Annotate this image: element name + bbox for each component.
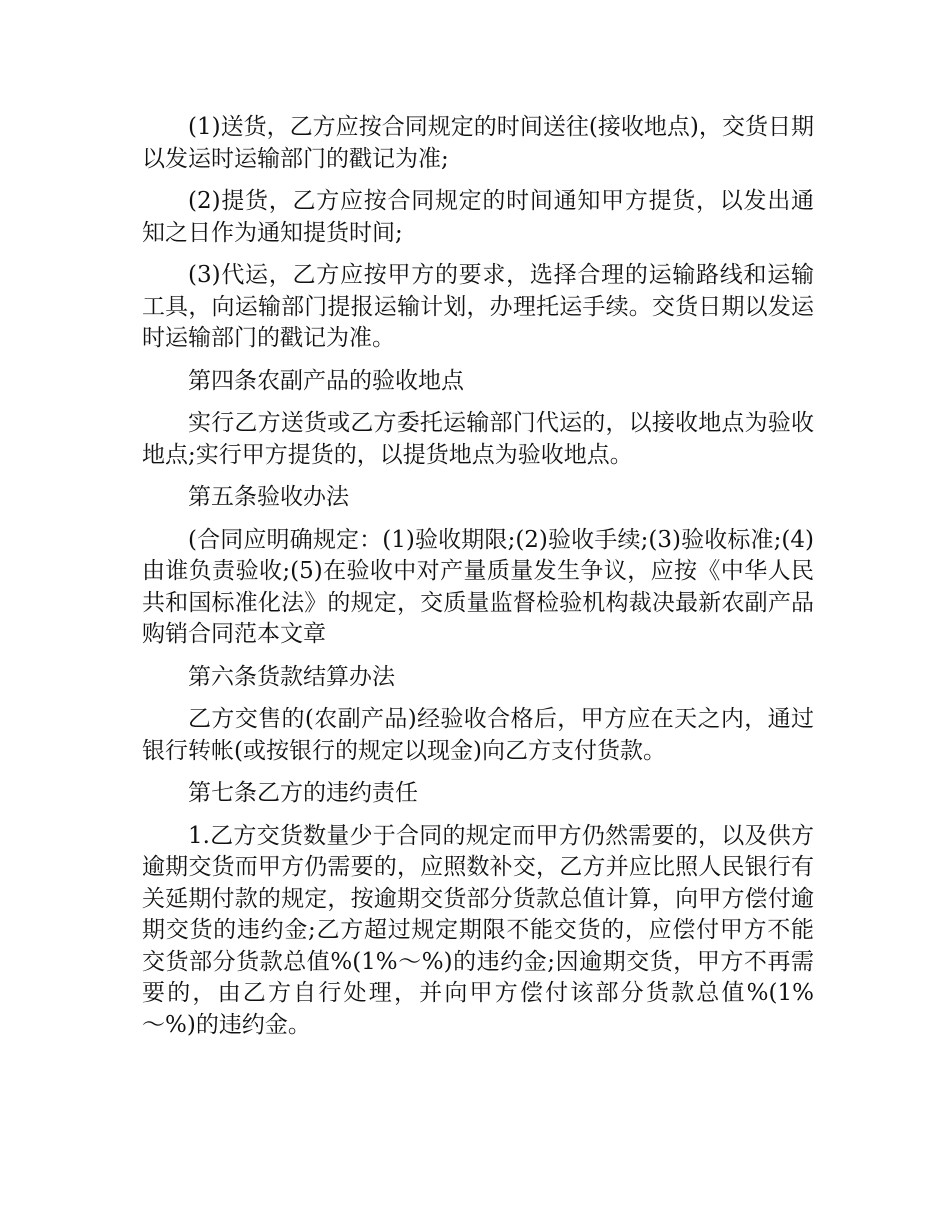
paragraph-consignment: (3)代运，乙方应按甲方的要求，选择合理的运输路线和运输工具，向运输部门提报运输计划，办理托运手续。交货日期以发运时运输部门的戳记为准。 [142,262,814,351]
heading-article-5: 第五条验收办法 [188,484,349,510]
document-body [142,112,814,1052]
heading-article-6: 第六条货款结算办法 [188,663,395,690]
paragraph-breach-liability: 1.乙方交货数量少于合同的规定而甲方仍然需要的，以及供方逾期交货而甲方仍需要的，应照数补交，乙方并应比照人民银行有关延期付款的规定，按逾期交货部分货款总值计算，向甲方偿付逾期交货的违约金;乙方超过规定期限不能交货的，应偿付甲方不能交货部分货款总值%(1%～%)的违约金;因逾期交货，甲方不再需要的，由乙方自行处理，并向甲方偿付该部分货款总值%(1%～%)的违约金。 [142,822,814,1038]
paragraph-inspection-method: (合同应明确规定：(1)验收期限;(2)验收手续;(3)验收标准;(4)由谁负责验收;(5)在验收中对产量质量发生争议，应按《中华人民共和国标准化法》的规定，交质量监督检验机构裁决最新农副产品购销合同范本文章 [142,526,814,647]
heading-article-4: 第四条农副产品的验收地点 [188,367,464,394]
paragraph-delivery: (1)送货，乙方应按合同规定的时间送往(接收地点)，交货日期以发运时运输部门的戳记为准; [142,114,814,172]
paragraph-pickup: (2)提货，乙方应按合同规定的时间通知甲方提货，以发出通知之日作为通知提货时间; [142,188,814,246]
paragraph-inspection-location: 实行乙方送货或乙方委托运输部门代运的，以接收地点为验收地点;实行甲方提货的，以提货地点为验收地点。 [142,410,814,468]
paragraph-payment: 乙方交售的(农副产品)经验收合格后，甲方应在天之内，通过银行转帐(或按银行的规定以现金)向乙方支付货款。 [142,706,814,764]
heading-article-7: 第七条乙方的违约责任 [188,780,418,806]
